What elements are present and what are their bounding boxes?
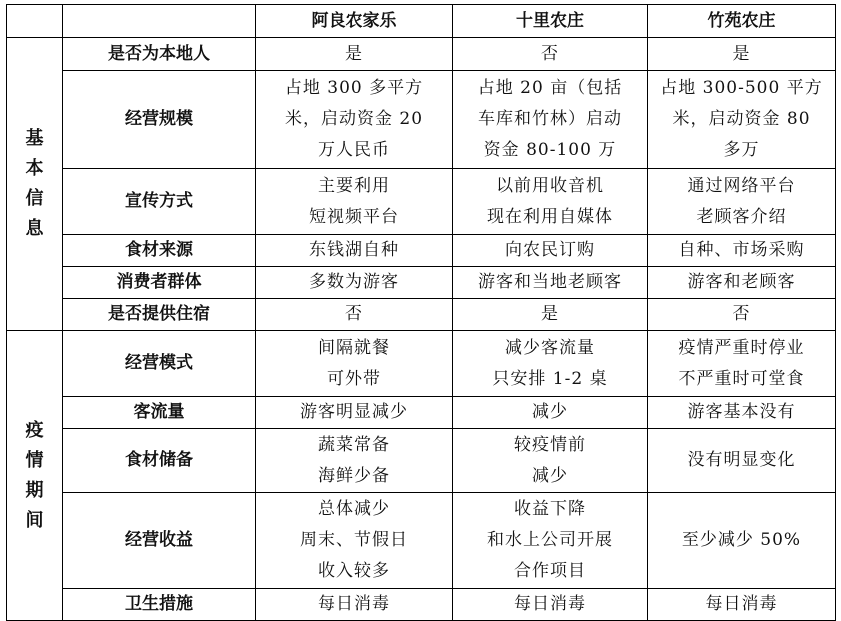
row-label: 客流量 xyxy=(63,397,256,429)
table-cell: 是 xyxy=(453,299,648,331)
table-cell: 通过网络平台 老顾客介绍 xyxy=(648,169,836,235)
row-label: 食材来源 xyxy=(63,235,256,267)
table-row xyxy=(7,331,836,397)
table-cell: 疫情严重时停业 不严重时可堂食 xyxy=(648,331,836,397)
table-cell: 每日消毒 xyxy=(453,589,648,621)
header-farm-shili: 十里农庄 xyxy=(453,5,648,38)
row-label: 经营模式 xyxy=(63,331,256,397)
row-label: 经营收益 xyxy=(63,493,256,589)
header-blank xyxy=(63,5,256,38)
table-cell: 向农民订购 xyxy=(453,235,648,267)
table-cell: 以前用收音机 现在利用自媒体 xyxy=(453,169,648,235)
table-cell: 是 xyxy=(648,38,836,71)
table-row xyxy=(7,169,836,235)
table-cell: 至少减少 50% xyxy=(648,493,836,589)
table-row xyxy=(7,38,836,71)
comparison-table xyxy=(6,4,836,621)
table-cell: 蔬菜常备 海鲜少备 xyxy=(256,429,453,493)
table-cell: 自种、市场采购 xyxy=(648,235,836,267)
table-cell: 每日消毒 xyxy=(648,589,836,621)
table-row xyxy=(7,71,836,169)
row-label: 是否提供住宿 xyxy=(63,299,256,331)
row-label: 食材储备 xyxy=(63,429,256,493)
table-cell: 每日消毒 xyxy=(256,589,453,621)
table-cell: 占地 20 亩（包括 车库和竹林）启动 资金 80-100 万 xyxy=(453,71,648,169)
table-row xyxy=(7,299,836,331)
section-label-basic-info: 基 本 信 息 xyxy=(7,38,63,331)
table-row xyxy=(7,493,836,589)
table-cell: 间隔就餐 可外带 xyxy=(256,331,453,397)
table-cell: 游客明显减少 xyxy=(256,397,453,429)
table-cell: 较疫情前 减少 xyxy=(453,429,648,493)
table-cell: 否 xyxy=(453,38,648,71)
table-row xyxy=(7,397,836,429)
header-farm-zhuyuan: 竹苑农庄 xyxy=(648,5,836,38)
table-cell: 否 xyxy=(256,299,453,331)
table-row xyxy=(7,267,836,299)
table-cell: 总体减少 周末、节假日 收入较多 xyxy=(256,493,453,589)
header-farm-aliang: 阿良农家乐 xyxy=(256,5,453,38)
table-row xyxy=(7,429,836,493)
table-cell: 减少 xyxy=(453,397,648,429)
row-label: 经营规模 xyxy=(63,71,256,169)
section-label-during-epidemic: 疫 情 期 间 xyxy=(7,331,63,621)
table-row xyxy=(7,235,836,267)
row-label: 宣传方式 xyxy=(63,169,256,235)
table-cell: 东钱湖自种 xyxy=(256,235,453,267)
table-cell: 占地 300 多平方 米，启动资金 20 万人民币 xyxy=(256,71,453,169)
table-cell: 否 xyxy=(648,299,836,331)
table-cell: 游客基本没有 xyxy=(648,397,836,429)
row-label: 卫生措施 xyxy=(63,589,256,621)
table-cell: 多数为游客 xyxy=(256,267,453,299)
header-blank xyxy=(7,5,63,38)
table-cell: 是 xyxy=(256,38,453,71)
table-cell: 收益下降 和水上公司开展 合作项目 xyxy=(453,493,648,589)
row-label: 消费者群体 xyxy=(63,267,256,299)
row-label: 是否为本地人 xyxy=(63,38,256,71)
header-row xyxy=(7,5,836,38)
table-cell: 主要利用 短视频平台 xyxy=(256,169,453,235)
table-cell: 游客和老顾客 xyxy=(648,267,836,299)
table-cell: 游客和当地老顾客 xyxy=(453,267,648,299)
table-cell: 占地 300-500 平方 米，启动资金 80 多万 xyxy=(648,71,836,169)
table-cell: 没有明显变化 xyxy=(648,429,836,493)
table-cell: 减少客流量 只安排 1-2 桌 xyxy=(453,331,648,397)
